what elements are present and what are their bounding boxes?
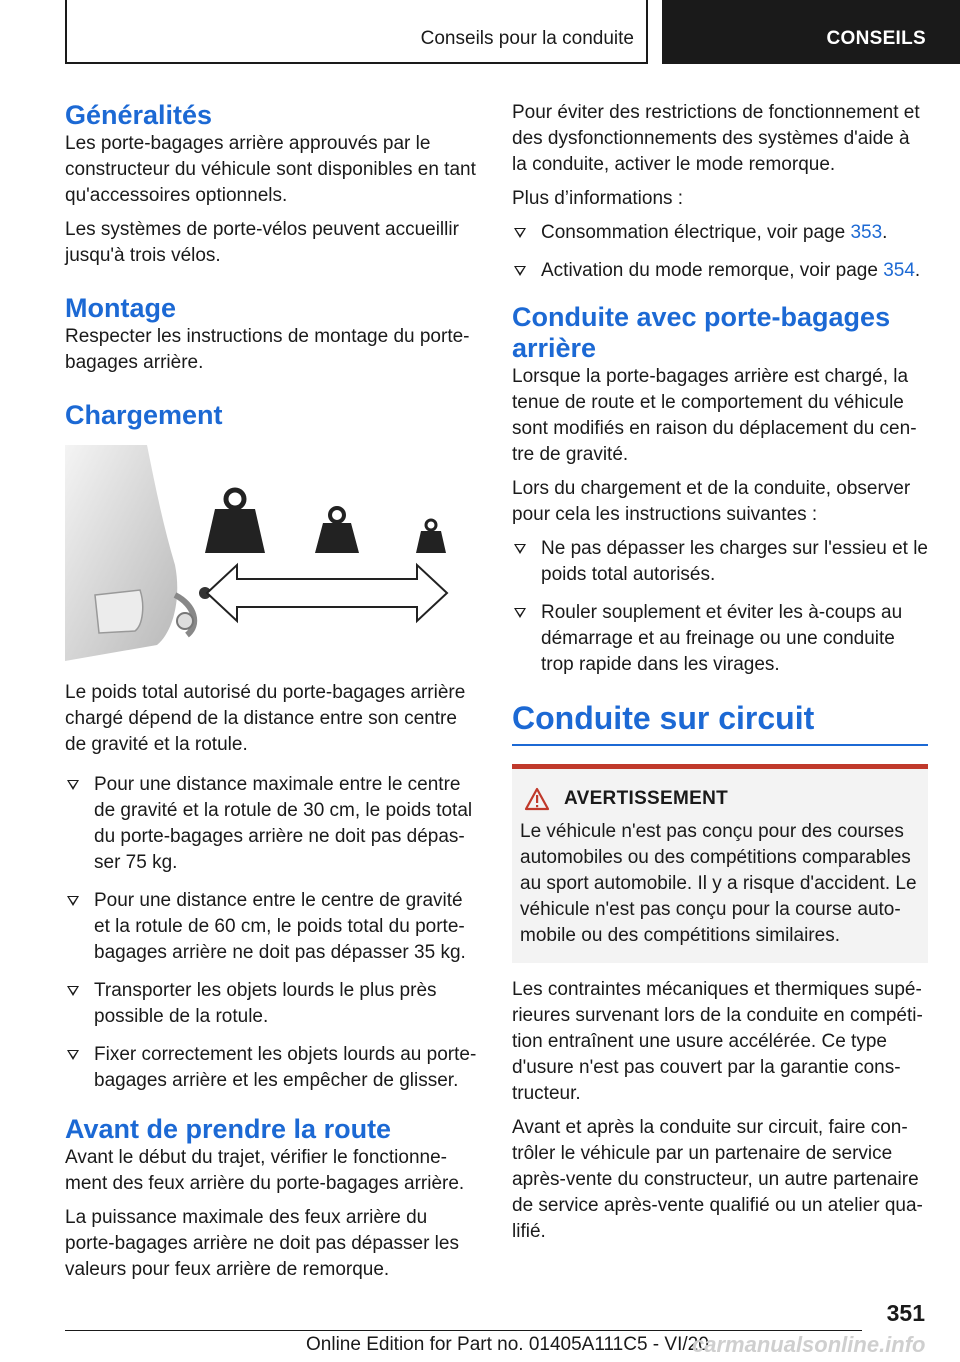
warning-triangle-icon: [524, 787, 550, 811]
right-column: [512, 100, 928, 1253]
bullet-triangle-icon: [514, 266, 526, 276]
heading-avant-route: Avant de prendre la route: [65, 1114, 392, 1144]
list-item: Transporter les objets lourds le plus près possible de la rotule.: [65, 978, 478, 1030]
driving-rules-list: [512, 536, 928, 678]
paragraph: Pour éviter des restrictions de fonctionnement et des dysfonctionnements des systèmes d'aide à la conduite, activer le mode remorque.: [512, 102, 920, 175]
bullet-triangle-icon: [67, 986, 79, 996]
medium-weight-icon: [315, 508, 359, 553]
paragraph: Avant le début du trajet, vérifier le fonctionne-ment des feux arrière du porte-bagages arrière.: [65, 1147, 465, 1194]
left-column: [65, 100, 478, 1291]
list-item: Fixer correctement les objets lourds au porte-bagages arrière et les empêcher de glisser.: [65, 1042, 478, 1094]
paragraph: Lorsque la porte-bagages arrière est chargé, la tenue de route et le comportement du véhicule sont modifiés en raison du déplacement du cen-tre de gravité.: [512, 366, 917, 465]
header-box: [65, 0, 648, 64]
paragraph: Les porte-bagages arrière approuvés par le constructeur du véhicule sont disponibles en tant qu'accessoires optionnels.: [65, 133, 476, 206]
distance-arrow: [207, 565, 447, 621]
paragraph: La puissance maximale des feux arrière du porte-bagages arrière ne doit pas dépasser les valeurs pour feux arrière de remorque.: [65, 1207, 459, 1280]
bullet-triangle-icon: [514, 544, 526, 554]
chapter-heading: Conseils pour la conduite: [420, 28, 634, 49]
warning-box: [512, 764, 928, 963]
list-item: Activation du mode remorque, voir page 354.: [512, 258, 928, 284]
large-weight-icon: [205, 490, 265, 553]
list-item: Pour une distance entre le centre de gravité et la rotule de 60 cm, le poids total du porte-bagages arrière ne doit pas dépasser 35 kg.: [65, 888, 478, 966]
loading-rules-list: [65, 772, 478, 1094]
chapter-title-circuit: Conduite sur circuit: [512, 700, 815, 736]
page-number: 351: [886, 1300, 925, 1326]
watermark: carmanualsonline.info: [692, 1332, 926, 1357]
reference-list: [512, 220, 928, 284]
warning-title: AVERTISSEMENT: [564, 788, 729, 809]
page-link-353[interactable]: 353: [850, 222, 883, 243]
small-weight-icon: [416, 520, 446, 553]
heading-conduite-porte-bagages: Conduite avec porte-bagages arrière: [512, 302, 891, 363]
tow-ball: [177, 613, 193, 629]
list-item: Rouler souplement et éviter les à-coups au démarrage et au freinage ou une conduite trop rapide dans les virages.: [512, 600, 928, 678]
page-link-354[interactable]: 354: [883, 260, 915, 281]
load-distance-illustration: [65, 445, 477, 661]
heading-chargement: Chargement: [65, 400, 223, 430]
list-item: Consommation électrique, voir page 353.: [512, 220, 928, 246]
footer-edition: Online Edition for Part no. 01405A111C5 - VI/20: [306, 1334, 709, 1355]
paragraph: Les contraintes mécaniques et thermiques supé-rieures survenant lors de la conduite en compéti-tion entraînent une usure accélérée. Ce type d'usure n'est pas couvert par la garantie cons-tructeur.: [512, 979, 923, 1104]
paragraph: Respecter les instructions de montage du porte-bagages arrière.: [65, 326, 470, 373]
bullet-triangle-icon: [514, 228, 526, 238]
heading-generalites: Généralités: [65, 100, 213, 130]
bullet-triangle-icon: [67, 780, 79, 790]
list-item: Pour une distance maximale entre le centre de gravité et la rotule de 30 cm, le poids total du porte-bagages arrière ne doit pas dépas-ser 75 kg.: [65, 772, 478, 876]
bullet-triangle-icon: [514, 608, 526, 618]
section-tab-label: CONSEILS: [826, 28, 926, 49]
bullet-triangle-icon: [67, 1050, 79, 1060]
paragraph: Les systèmes de porte-vélos peuvent accueillir jusqu'à trois vélos.: [65, 219, 459, 266]
paragraph: Avant et après la conduite sur circuit, faire con-trôler le véhicule par un partenaire de service après-vente du constructeur, un autre partenaire de service après-vente qualifié ou un atelier qua-lifié.: [512, 1117, 923, 1242]
title-rule: [512, 744, 928, 746]
paragraph: Plus d’informations :: [512, 188, 684, 209]
section-tab: [662, 0, 960, 64]
paragraph: Le poids total autorisé du porte-bagages arrière chargé dépend de la distance entre son centre de gravité et la rotule.: [65, 682, 466, 755]
warning-text: Le véhicule n'est pas conçu pour des courses automobiles ou des compétitions comparables au sport automobile. Il y a risque d'accident. Le véhicule n'est pas conçu pour la course auto-mobile ou des compétitions similaires.: [520, 821, 917, 946]
footer-rule: [65, 1330, 862, 1331]
list-item: Ne pas dépasser les charges sur l'essieu et le poids total autorisés.: [512, 536, 928, 588]
warning-header: [520, 787, 920, 811]
paragraph: Lors du chargement et de la conduite, observer pour cela les instructions suivantes :: [512, 478, 911, 525]
bullet-triangle-icon: [67, 896, 79, 906]
exhaust-tip: [95, 590, 143, 633]
heading-montage: Montage: [65, 293, 176, 323]
